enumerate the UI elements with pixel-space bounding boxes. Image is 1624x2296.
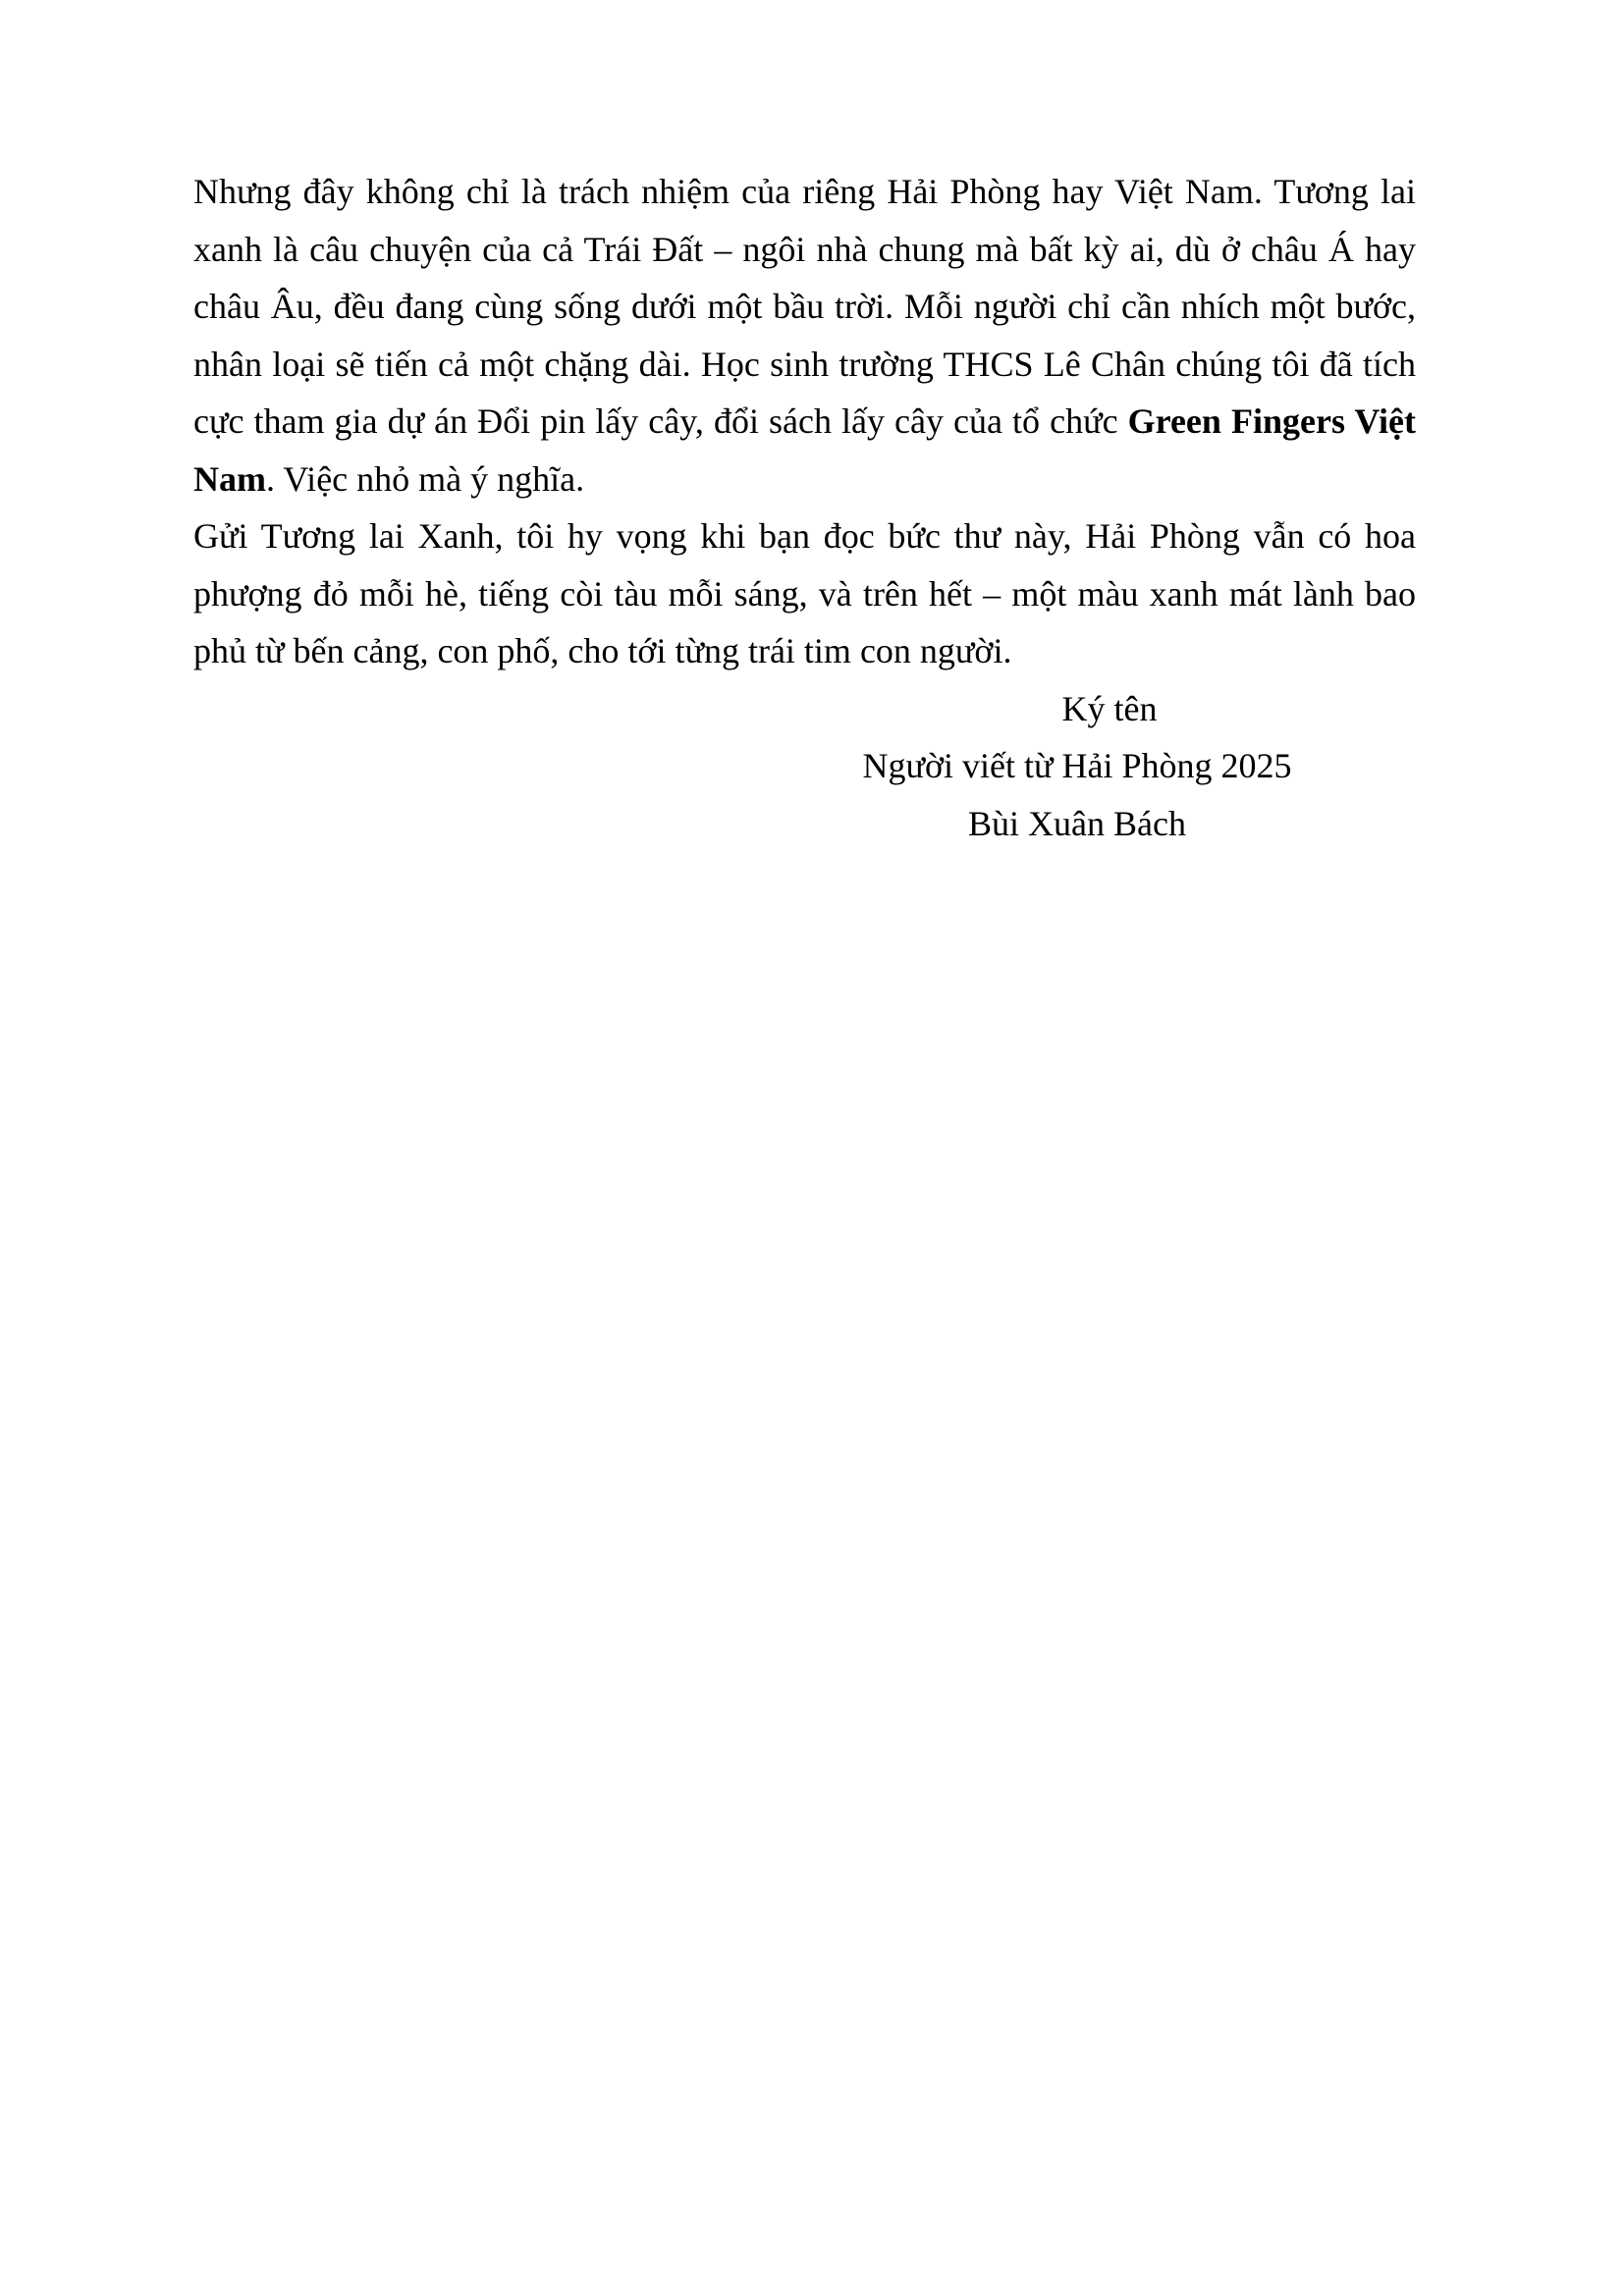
paragraph-1-ending: . Việc nhỏ mà ý nghĩa. — [266, 458, 585, 499]
paragraph-1 — [193, 163, 1416, 507]
signature-author-origin: Người viết từ Hải Phòng 2025 — [862, 746, 1292, 785]
signature-block — [193, 680, 1416, 853]
signature-label: Ký tên — [1061, 688, 1158, 728]
signature-author-name: Bùi Xuân Bách — [968, 803, 1186, 843]
paragraph-2: Gửi Tương lai Xanh, tôi hy vọng khi bạn đọc bức thư này, Hải Phòng vẫn có hoa phượng đỏ mỗi hè, tiếng còi tàu mỗi sáng, và trên hết – một màu xanh mát lành bao phủ từ bến cảng, con phố, cho tới từng trái tim con người. — [193, 516, 1416, 670]
organization-name: Green Fingers Việt Nam — [193, 401, 1416, 499]
paragraph-1-text: Nhưng đây không chỉ là trách nhiệm của riêng Hải Phòng hay Việt Nam. Tương lai xanh là câu chuyện của cả Trái Đất – ngôi nhà chung mà bất kỳ ai, dù ở châu Á hay châu Âu, đều đang cùng sống dưới một bầu trời. Mỗi người chỉ cần nhích một bước, nhân loại sẽ tiến cả một chặng dài. Học sinh trường THCS Lê Chân chúng tôi đã tích cực tham gia dự án Đổi pin lấy cây, đổi sách lấy cây của tổ chức — [193, 172, 1416, 441]
letter-body — [193, 163, 1416, 853]
